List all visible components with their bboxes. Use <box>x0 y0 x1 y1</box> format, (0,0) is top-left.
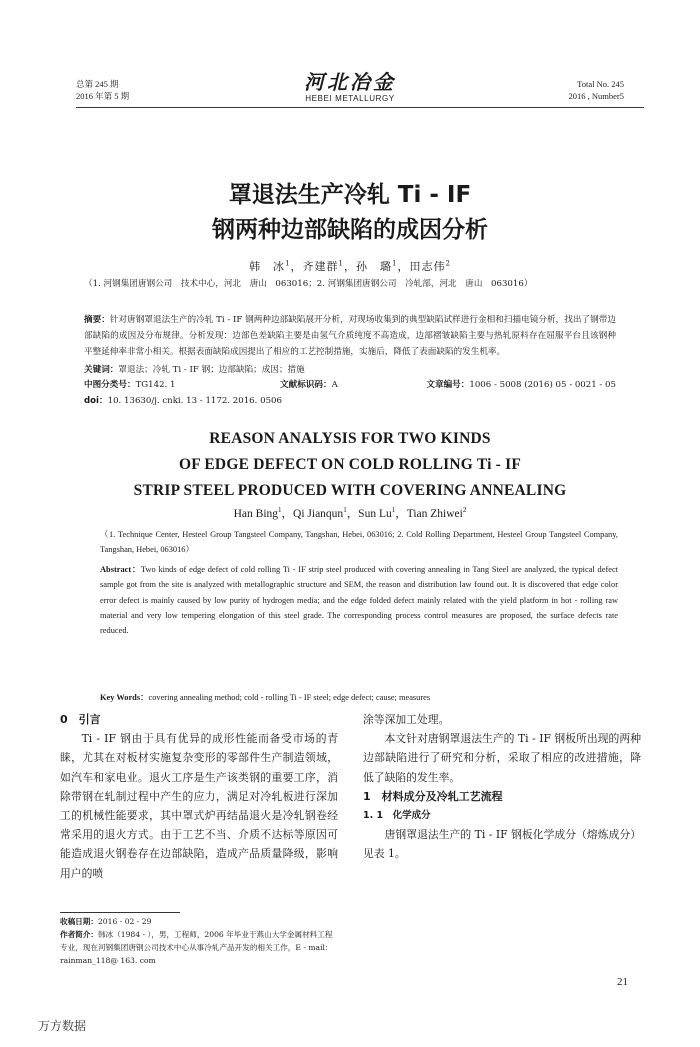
keywords-cn-text: 罩退法；冷轧 Ti - IF 钢；边部缺陷；成因；措施 <box>118 365 305 375</box>
doi-label: doi： <box>84 396 108 406</box>
author-2-cn: ，齐建群 <box>290 260 339 273</box>
affiliation-cn: （1. 河钢集团唐钢公司 技术中心，河北 唐山 063016；2. 河钢集团唐钢公司 冷轧部，河北 唐山 063016） <box>84 279 533 289</box>
author-2-cn-sup: 1 <box>338 259 344 268</box>
intro-paragraph-1: Ti - IF 钢由于具有优异的成形性能而备受市场的青睐，尤其在对板材实施复杂变形的零部件生产制造领域，如汽车和家电业。退火工序是生产该类钢的重要工序，消除带钢在轧制过程中产生的应力，满足对冷轧板进行深加工的机械性能要求，其中罩式炉再结晶退火是冷轧钢卷经常采用的退火方式。由于工艺不当、介质不达标等原因可能造成退火钢卷存在边部缺陷，造成产品质量降级，影响用户的喷 <box>60 732 338 880</box>
subsection-1-1-title: 化学成分 <box>392 810 431 822</box>
issue-info-en <box>569 78 624 102</box>
received-date <box>60 915 338 928</box>
keywords-en-text: covering annealing method; cold - rolling Ti - IF steel; edge defect; cause; measures <box>148 693 431 702</box>
watermark-text: 万方数据 <box>38 1019 87 1033</box>
title-en-line1: REASON ANALYSIS FOR TWO KINDS <box>209 430 491 447</box>
journal-logo <box>276 70 424 103</box>
article-number-value: 1006 - 5008 (2016) 05 - 0021 - 05 <box>469 380 616 390</box>
author-1-en-sup: 1 <box>278 506 282 515</box>
clc-label: 中图分类号： <box>84 380 136 390</box>
intro-paragraph-2: 本文针对唐钢罩退法生产的 Ti - IF 钢板所出现的两种边部缺陷进行了研究和分析，采取了相应的改进措施，降低了缺陷的发生率。 <box>363 732 641 784</box>
received-date-label: 收稿日期： <box>60 917 98 926</box>
abstract-cn-text: 针对唐钢罩退法生产的冷轧 Ti - IF 钢两种边部缺陷展开分析，对现场收集到的典型缺陷试样进行金相和扫描电镜分析，找出了钢带边部缺陷的成因及分布规律。分析发现：边部色差缺陷主要是由氢气介质纯度不高造成，边部褶皱缺陷主要与热轧原料存在屈服平台且该钢种平整延伸率非常小相关。根据表面缺陷成因提出了相应的工艺控制措施，实施后，降低了表面缺陷的发生机率。 <box>84 315 616 357</box>
article-number <box>426 377 616 393</box>
keywords-cn <box>84 362 616 378</box>
header-rule <box>76 107 644 108</box>
journal-logo-en: HEBEI METALLURGY <box>305 94 395 103</box>
abstract-en-label: Abstract： <box>100 565 141 574</box>
abstract-cn <box>84 312 616 360</box>
received-date-value: 2016 - 02 - 29 <box>97 917 152 926</box>
issue-info-cn <box>76 78 129 102</box>
title-cn-line2: 钢两种边部缺陷的成因分析 <box>212 217 488 243</box>
total-issue-cn: 总第 245 期 <box>76 79 119 89</box>
doc-code-value: A <box>331 380 338 390</box>
body-right-column <box>363 710 641 864</box>
author-1-cn: 韩 冰 <box>249 260 286 273</box>
keywords-en-label: Key Words： <box>100 693 149 702</box>
title-en-line2: OF EDGE DEFECT ON COLD ROLLING Ti - IF <box>178 456 522 473</box>
title-cn-line1: 罩退法生产冷轧 Ti - IF <box>228 182 472 208</box>
author-bio <box>60 928 338 967</box>
doc-code <box>280 377 338 393</box>
footnotes <box>60 915 338 967</box>
abstract-en <box>100 562 618 638</box>
doi-value: 10. 13630/j. cnki. 13 - 1172. 2016. 0506 <box>107 396 282 406</box>
doi <box>84 393 616 409</box>
article-number-label: 文章编号： <box>426 380 470 390</box>
section-0-number: 0 <box>60 713 68 726</box>
author-4-cn: ，田志伟 <box>397 260 446 273</box>
section-1-title: 材料成分及冷轧工艺流程 <box>381 789 503 803</box>
author-3-en: ，Sun Lu <box>346 508 392 520</box>
author-3-cn-sup: 1 <box>392 259 398 268</box>
author-bio-label: 作者简介： <box>60 930 98 939</box>
classification-row <box>84 377 616 393</box>
affiliation-en: （1. Technique Center, Hesteel Group Tangsteel Company, Tangshan, Hebei, 063016; 2. Cold Rolling Department, Hesteel Group Tangsteel Company, Tangshan, Hebei, 063016） <box>100 530 618 555</box>
author-1-cn-sup: 1 <box>285 259 291 268</box>
author-2-en: ，Qi Jianqun <box>281 508 344 520</box>
abstract-en-text: Two kinds of edge defect of cold rolling Ti - IF strip steel produced with covering annealing in Tang Steel are analyzed, the typical defect sample got from the site is analyzed with metallographic structure and SEM, the reason and distribution law found out. It is discovered that edge color error defect is mainly caused by low purity of hydrogen media; and the edge folded defect mainly related with the yield platform in hot - rolling raw material and very low tempering elongation of this steel grade. The corresponding process control measures are proposed, the surface defects rate reduced. <box>100 565 618 636</box>
keywords-cn-label: 关键词： <box>84 365 119 375</box>
title-en-line3: STRIP STEEL PRODUCED WITH COVERING ANNEALING <box>133 482 567 499</box>
author-3-en-sup: 1 <box>391 506 396 515</box>
author-3-cn: ，孙 璐 <box>344 260 392 273</box>
section-0-heading <box>60 710 338 729</box>
keywords-en <box>100 690 618 705</box>
author-4-cn-sup: 2 <box>445 259 451 268</box>
author-bio-text: 韩冰（1984 - ），男，工程师，2006 年毕业于燕山大学金属材料工程专业，现在河钢集团唐钢公司技术中心从事冷轧产品开发的相关工作，E - mail：rainman_118@ 163. com <box>60 930 333 965</box>
intro-paragraph-1-continued: 涂等深加工处理。 <box>363 713 450 726</box>
section-1-number: 1 <box>363 789 371 803</box>
authors-cn <box>0 258 700 274</box>
subsection-1-1-heading <box>363 806 641 825</box>
subsection-1-1-number: 1. 1 <box>363 810 384 822</box>
abstract-cn-label: 摘要： <box>84 315 110 325</box>
author-4-en: ，Tian Zhiwei <box>395 508 463 520</box>
footnote-rule <box>60 912 180 913</box>
doc-code-label: 文献标识码： <box>280 380 332 390</box>
page-number: 21 <box>617 976 628 988</box>
year-issue-cn: 2016 年第 5 期 <box>76 91 130 101</box>
authors-en <box>0 505 700 521</box>
clc-value: TG142. 1 <box>135 380 176 390</box>
journal-logo-cn: 河北冶金 <box>304 70 396 94</box>
body-left-column <box>60 710 338 883</box>
author-1-en: Han Bing <box>233 508 279 520</box>
total-issue-en: Total No. 245 <box>577 79 624 89</box>
section-1-heading <box>363 787 641 806</box>
section-0-title: 引言 <box>78 713 101 726</box>
chemistry-paragraph: 唐钢罩退法生产的 Ti - IF 钢板化学成分（熔炼成分）见表 1。 <box>363 828 641 861</box>
year-issue-en: 2016 , Number5 <box>568 91 624 101</box>
clc-number <box>84 377 176 393</box>
author-4-en-sup: 2 <box>462 506 467 515</box>
author-2-en-sup: 1 <box>343 506 347 515</box>
